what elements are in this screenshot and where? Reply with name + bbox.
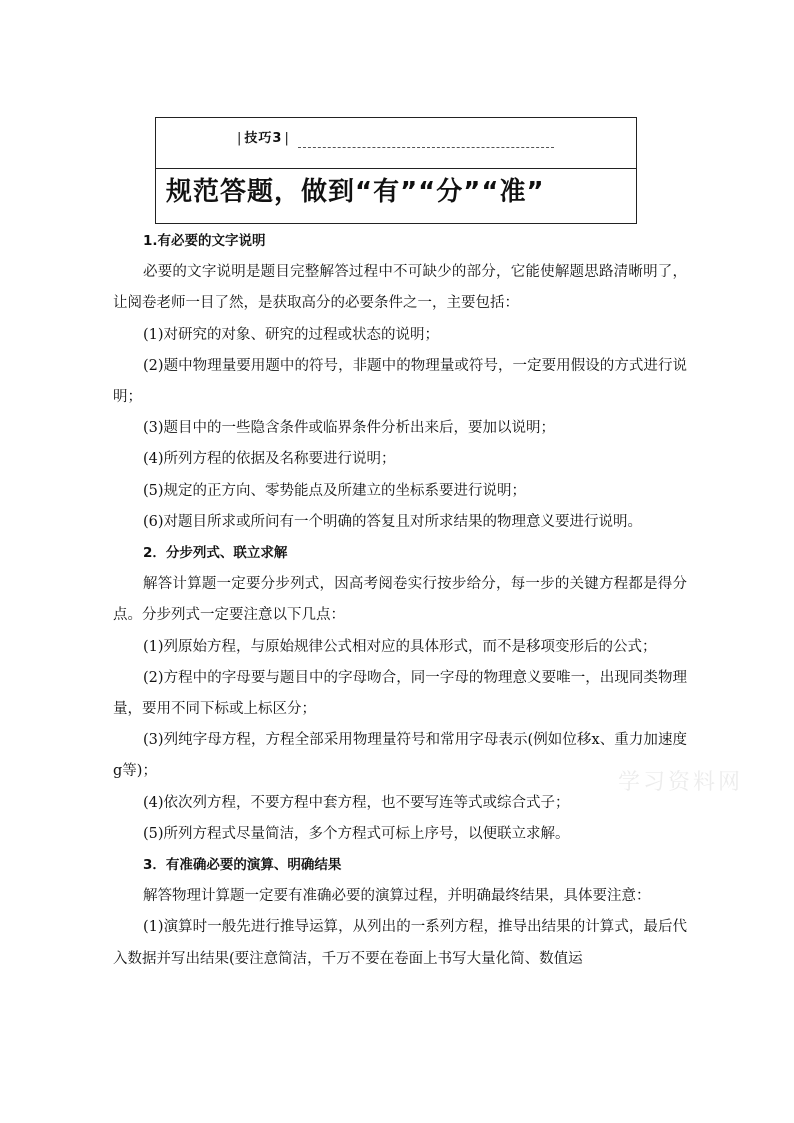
list-item: (2)题中物理量要用题中的符号，非题中的物理量或符号，一定要用假设的方式进行说明；: [113, 357, 687, 406]
section-title: 规范答题，做到“有”“分”“准”: [166, 177, 545, 207]
list-item: (5)所列方程式尽量简洁，多个方程式可标上序号，以便联立求解。: [143, 825, 570, 842]
section-heading: 2．分步列式、联立求解: [143, 545, 288, 562]
list-item: (2)方程中的字母要与题目中的字母吻合，同一字母的物理意义要唯一，出现同类物理量，要用不同下标或上标区分；: [113, 669, 687, 718]
paragraph: 解答计算题一定要分步列式，因高考阅卷实行按步给分，每一步的关键方程都是得分点。分步列式一定要注意以下几点：: [113, 576, 687, 624]
list-item: (4)所列方程的依据及名称要进行说明；: [143, 451, 396, 468]
list-item: (5)规定的正方向、零势能点及所建立的坐标系要进行说明；: [143, 482, 527, 499]
header-divider: [156, 168, 636, 169]
paragraph: 必要的文字说明是题目完整解答过程中不可缺少的部分，它能使解题思路清晰明了，让阅卷老师一目了然，是获取高分的必要条件之一，主要包括：: [113, 264, 687, 312]
section-header-box: [155, 117, 637, 224]
list-item: (3)列纯字母方程，方程全部采用物理量符号和常用字母表示(例如位移x、重力加速度g等)；: [113, 732, 687, 780]
list-item: (1)演算时一般先进行推导运算，从列出的一系列方程，推导出结果的计算式，最后代入数据并写出结果(要注意简洁，千万不要在卷面上书写大量化简、数值运: [113, 919, 687, 967]
list-item: (4)依次列方程，不要方程中套方程，也不要写连等式或综合式子；: [143, 794, 570, 811]
section-heading: 1.有必要的文字说明: [143, 233, 266, 249]
dashed-divider: [298, 147, 554, 148]
list-item: (1)列原始方程，与原始规律公式相对应的具体形式，而不是移项变形后的公式；: [143, 638, 657, 655]
section-heading: 3．有准确必要的演算、明确结果: [143, 857, 342, 874]
list-item: (3)题目中的一些隐含条件或临界条件分析出来后，要加以说明；: [143, 420, 556, 437]
section-tag-label: 技巧3: [244, 131, 283, 146]
list-item: (6)对题目所求或所问有一个明确的答复且对所求结果的物理意义要进行说明。: [143, 513, 643, 530]
article-body: [113, 226, 687, 975]
section-tag: | 技巧3 |: [237, 131, 290, 146]
watermark: 学习资料网: [618, 770, 744, 795]
list-item: (1)对研究的对象、研究的过程或状态的说明；: [143, 326, 440, 343]
paragraph: 解答物理计算题一定要有准确必要的演算过程，并明确最终结果，具体要注意：: [143, 888, 651, 905]
